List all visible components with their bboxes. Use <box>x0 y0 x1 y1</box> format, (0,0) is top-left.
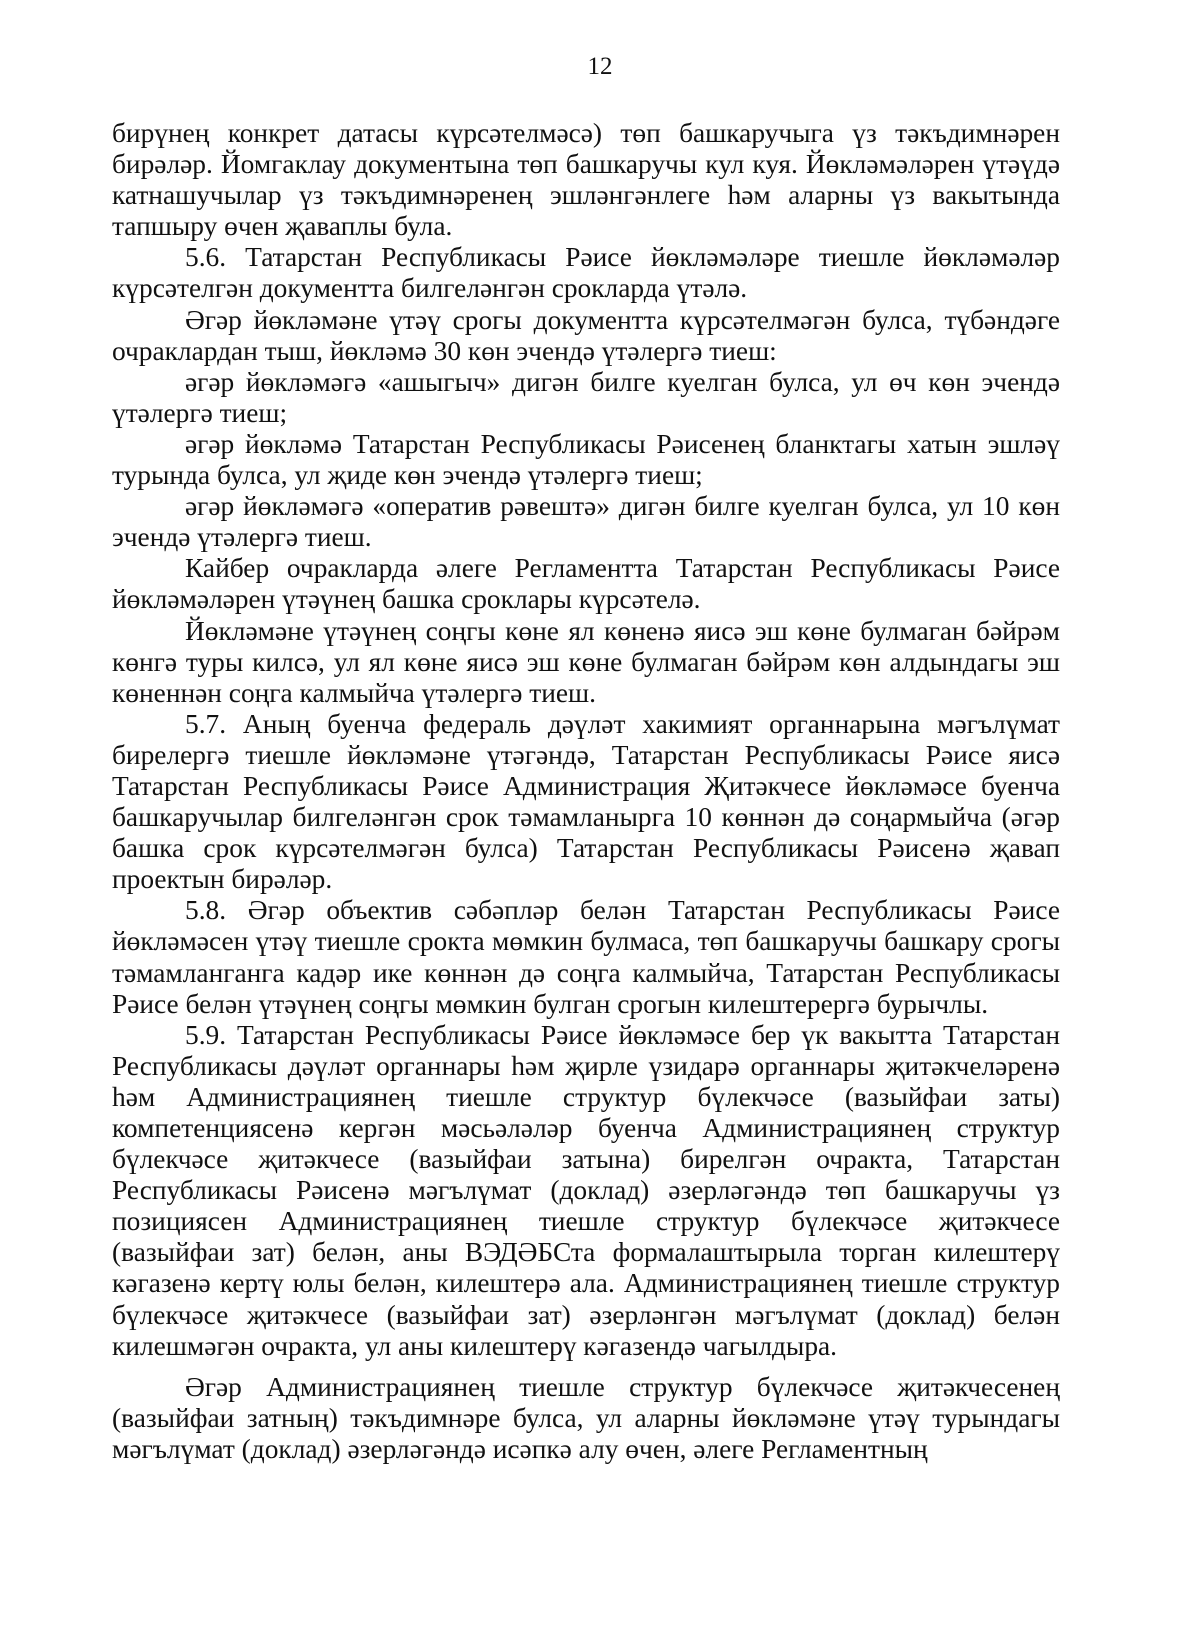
paragraph-urgent: әгәр йөкләмәгә «ашыгыч» дигән билге куелган булса, ул өч көн эчендә үтәлергә тиеш; <box>112 366 1060 428</box>
paragraph-5-7: 5.7. Аның буенча федераль дәүләт хакимият органнарына мәгълүмат бирелергә тиешле йөкләмәне үтәгәндә, Татарстан Республикасы Рәисе яисә Татарстан Республикасы Рәисе Администрация Җитәкчесе йөкләмәсе буенча башкаручылар билгеләнгән срок тәмамланырга 10 көннән дә соңармыйча (әгәр башка срок күрсәтелмәгән булса) Татарстан Республикасы Рәисенә җавап проектын бирәләр. <box>112 708 1060 895</box>
document-body <box>112 118 1060 1465</box>
paragraph-5-6: 5.6. Татарстан Республикасы Рәисе йөкләмәләре тиешле йөкләмәләр күрсәтелгән документта билгеләнгән срокларда үтәлә. <box>112 242 1060 304</box>
paragraph-letter: әгәр йөкләмә Татарстан Республикасы Рәисенең бланктагы хатын эшләү турында булса, ул җиде көн эчендә үтәлергә тиеш; <box>112 428 1060 491</box>
page-number: 12 <box>587 53 613 80</box>
paragraph-proposals: Әгәр Администрациянең тиешле структур бүлекчәсе җитәкчесенең (вазыйфаи затның) тәкъдимнәре булса, ул аларны йөкләмәне үтәү турындагы мәгълүмат (доклад) әзерләгәндә исәпкә алу өчен, әлеге Регламентның <box>112 1371 1060 1464</box>
paragraph-continuation: бирүнең конкрет датасы күрсәтелмәсә) төп башкаручыга үз тәкъдимнәрен бирәләр. Йомгаклау документына төп башкаручы кул куя. Йөкләмәләрен үтәүдә катнашучылар үз тәкъдимнәренең эшләнгәнлеге һәм аларны үз вакытында тапшыру өчен җаваплы була. <box>112 118 1060 242</box>
paragraph-other-deadlines: Кайбер очракларда әлеге Регламентта Татарстан Республикасы Рәисе йөкләмәләрен үтәүнең башка сроклары күрсәтелә. <box>112 553 1060 615</box>
paragraph-5-8: 5.8. Әгәр объектив сәбәпләр белән Татарстан Республикасы Рәисе йөкләмәсен үтәү тиешле срокта мөмкин булмаса, төп башкаручы башкару срогы тәмамланганга кадәр ике көннән дә соңга калмыйча, Татарстан Республикасы Рәисе белән үтәүнең соңгы мөмкин булган срогын килештерергә бурычлы. <box>112 895 1060 1019</box>
paragraph-holiday: Йөкләмәне үтәүнең соңгы көне ял көненә яисә эш көне булмаган бәйрәм көнгә туры килсә, ул ял көне яисә эш көне булмаган бәйрәм көн алдындагы эш көненнән соңга калмыйча үтәлергә тиеш. <box>112 615 1060 708</box>
paragraph-5-9: 5.9. Татарстан Республикасы Рәисе йөкләмәсе бер үк вакытта Татарстан Республикасы дәүләт органнары һәм җирле үзидарә органнары җитәкчеләренә һәм Администрациянең тиешле структур бүлекчәсе (вазыйфаи заты) компетенциясенә кергән мәсьәләләр буенча Администрациянең структур бүлекчәсе җитәкчесе (вазыйфаи затына) бирелгән очракта, Татарстан Республикасы Рәисенә мәгълүмат (доклад) әзерләгәндә төп башкаручы үз позициясен Администрациянең тиешле структур бүлекчәсе җитәкчесе (вазыйфаи зат) белән, аны ВЭДӘБСта формалаштырыла торган килештерү кәгазенә кертү юлы белән, килештерә ала. Администрациянең тиешле структур бүлекчәсе җитәкчесе (вазыйфаи зат) әзерләнгән мәгълүмат (доклад) белән килешмәгән очракта, ул аны килештерү кәгазендә чагылдыра. <box>112 1019 1060 1361</box>
paragraph-deadline-default: Әгәр йөкләмәне үтәү срогы документта күрсәтелмәгән булса, түбәндәге очраклардан тыш, йөкләмә 30 көн эчендә үтәлергә тиеш: <box>112 304 1060 366</box>
paragraph-operative: әгәр йөкләмәгә «оператив рәвештә» дигән билге куелган булса, ул 10 көн эчендә үтәлергә тиеш. <box>112 491 1060 553</box>
